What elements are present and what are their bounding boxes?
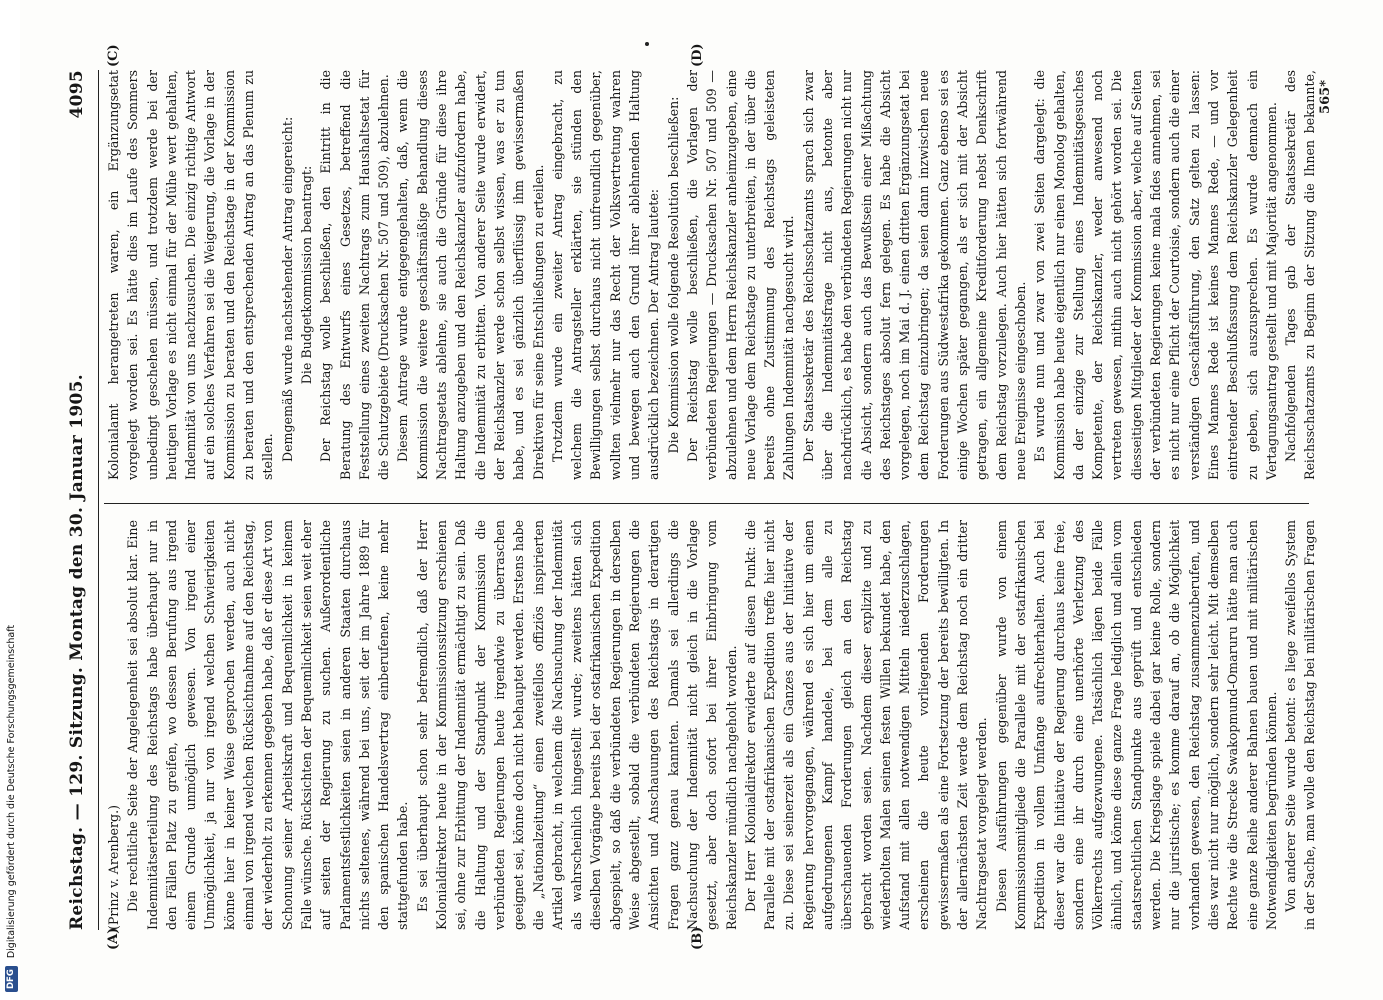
- left-paragraph: Diesen Ausführungen gegenüber wurde von einem Kommissionsmitgliede die Parallele mit der ostafrikanischen Expedition in vollem Umfange aufrechterhalten. Auch bei dieser war die Initiative der Regierung durchaus keine freie, sondern eine ihr durch eine unerhörte Verletzung des Völkerrechts aufgezwungene. Tatsächlich lägen beide Fälle ähnlich, und könne diese ganze Frage lediglich und allein vom staatsrechtlichen Standpunkte aus geprüft und entschieden werden. Die Kriegslage spiele dabei gar keine Rolle, sondern nur die juristische; es komme darauf an, ob die Möglichkeit vorhanden gewesen, den Reichstag zusammenzuberufen, und dies war nicht nur möglich, sondern sehr leicht. Mit demselben Rechte wie die Strecke Swakopmund-Omaruru hätte man auch eine ganze Reihe anderer Bahnen bauen und mit militärischen Notwendigkeiten begründen können.: [993, 520, 1279, 930]
- right-paragraph: Der Reichstag wolle beschließen, den Eintritt in die Beratung des Entwurfs eines Gesetzes, betreffend die Feststellung eines zweiten Nachtrags zum Haushaltsetat für die Schutzgebiete (Drucksachen Nr. 507 und 509), abzulehnen.: [318, 70, 392, 480]
- left-paragraph: Der Herr Kolonialdirektor erwiderte auf diesen Punkt: die Parallele mit der ostafrikanischen Expedition treffe hier nicht zu. Diese sei seinerzeit als ein Ganzes aus der Initiative der Regierung hervorgegangen, während es sich hier um einen aufgedrungenen Kampf handele, bei dem alle zu überschauenden Forderungen gleich an den Reichstag gebracht worden seien. Nachdem dieser explizite und zu wiederholten Malen seinen festen Willen bekundet habe, den Aufstand mit allen notwendigen Mitteln niederzuschlagen, erscheinen die heute vorliegenden Forderungen gewissermaßen als eine Fortsetzung der bereits bewilligten. In der allernächsten Zeit werde dem Reichstag noch ein dritter Nachtragsetat vorgelegt werden.: [742, 520, 990, 930]
- margin-letter-a: (A): [106, 927, 121, 950]
- right-column: [104, 70, 1319, 480]
- right-paragraph: Kolonialamt herangetreten waren, ein Ergänzungsetat vorgelegt worden sei. Es hätte dies im Laufe des Sommers unbedingt geschehen müssen, und trotzdem werde bei der heutigen Vorlage es nicht einmal für der Mühe wert gehalten, Indemnität von uns nachzusuchen. Die einzig richtige Antwort auf ein solches Verfahren sei die Weigerung, die Vorlage in der Kommission zu beraten und den Reichstage in der Kommission zu beraten und den entsprechenden Antrag an das Plenum zu stellen.: [106, 70, 276, 480]
- margin-letter-b: (B): [690, 926, 705, 950]
- digitization-sidebar: [0, 0, 20, 1000]
- left-paragraph: Es sei überhaupt schon sehr befremdlich, daß der Herr Kolonialdirektor heute in der Kommissionssitzung erschienen sei, ohne zur Erbittung der Indemnität ermächtigt zu sein. Daß die Haltung und der Standpunkt der Kommission die verbündeten Regierungen heute irgendwie zu überraschen geeignet sei, könne doch nicht behauptet werden. Erstens habe die „Nationalzeitung“ einen zweifellos offiziös inspirierten Artikel gebracht, in welchem die Nachsuchung der Indemnität als wahrscheinlich hingestellt wurde; zweitens hätten sich dieselben Vorgänge bereits bei der ostafrikanischen Expedition abgespielt, so daß die verbündeten Regierungen in derselben Weise abgestellt, sobald die verbündeten Regierungen die Ansichten und Anschauungen des Reichstags in derartigen Fragen ganz genau kannten. Damals sei allerdings die Nachsuchung der Indemnität nicht gleich in die Vorlage gesetzt, aber doch sofort bei ihrer Einbringung vom Reichskanzler mündlich nachgeholt worden.: [414, 520, 739, 930]
- right-paragraph: Demgemäß wurde nachstehender Antrag eingereicht:: [279, 116, 295, 462]
- margin-letter-d: (D): [690, 43, 705, 67]
- running-head: [60, 70, 94, 930]
- left-column: [104, 520, 1319, 930]
- left-paragraph: Von anderer Seite wurde betont: es liege zweifellos System in der Sache, man wolle den Reichstag bei militärischen Fragen: [1283, 520, 1318, 930]
- running-head-title: Reichstag. — 129. Sitzung. Montag den 30. Januar 1905.: [67, 374, 87, 930]
- margin-letter-c: (C): [106, 44, 121, 67]
- right-paragraph: Diesem Antrage wurde entgegengehalten, daß, wenn die Kommission die weitere geschäftsmäßige Behandlung dieses Nachtragsetats ablehne, sie auch die Gründe für diese ihre Haltung anzugeben und den Reichskanzler aufzufordern habe, die Indemnität zu erbitten. Von anderer Seite wurde erwidert, der Reichskanzler werde schon selbst wissen, was er zu tun habe, und es sei gänzlich überflüssig ihm gewissermaßen Direktiven für seine Entschließungen zu erteilen.: [395, 70, 546, 480]
- speaker-label: (Prinz v. Arenberg.): [106, 804, 121, 930]
- right-heading: Die Kommission wolle folgende Resolution beschließen:: [665, 96, 681, 454]
- header-rule: [98, 70, 99, 930]
- sheet-number: 565*: [1318, 80, 1333, 114]
- left-paragraph: Die rechtliche Seite der Angelegenheit sei absolut klar. Eine Indemnitätserteilung des Reichstags habe überhaupt nur in den Fällen Platz zu greifen, wo dessen Berufung aus irgend einem Grunde unmöglich gewesen. Von irgend einer Unmöglichkeit, ja nur von irgend welchen Schwierigkeiten könne hier in keiner Weise gesprochen werden, auch nicht einmal von irgend welchen Rücksichtnahme auf den Reichstag, der wiederholt zu erkennen gegeben habe, daß er diese Art von Schonung seiner Arbeitskraft und Bequemlichkeit in keinem Falle wünsche. Rücksichten der Bequemlichkeit seien weit eher auf seiten der Regierung zu suchen. Außerordentliche Parlamentsfestlichkeiten seien in anderen Staaten durchaus nichts seltenes, während bei uns, seit der im Jahre 1889 für den spanischen Handelsvertrag einberufenen, keine mehr stattgefunden habe.: [125, 520, 411, 930]
- page-number: 4095: [67, 70, 87, 119]
- right-paragraph: Trotzdem wurde ein zweiter Antrag eingebracht, zu welchem die Antragsteller erklärten, sie stünden den Bewilligungen selbst durchaus nicht unfreundlich gegenüber, wollten vielmehr nur das Recht der Volksvertretung wahren und bewegen auch den Grund ihrer ablehnenden Haltung ausdrücklich bezeichnen. Der Antrag lautete:: [549, 70, 662, 480]
- dfg-logo: DFG: [5, 966, 18, 992]
- right-heading: Die Budgetkommission beantragt:: [298, 165, 314, 385]
- right-paragraph: Nachfolgenden Tages gab der Staatssekretär des Reichsschatzamts zu Beginn der Sitzung die Ihnen bekannte,: [1283, 70, 1318, 480]
- digitization-note-text: Digitalisierung gefördert durch die Deutsche Forschungsgemeinschaft: [5, 624, 17, 959]
- right-paragraph: Der Reichstag wolle beschließen, die Vorlagen der verbündeten Regierungen — Drucksachen Nr. 507 und 509 — abzulehnen und dem Herrn Reichskanzler anheimzugeben, eine neue Vorlage dem Reichstage zu unterbreiten, in der über die bereits ohne Zustimmung des Reichstags geleisteten Zahlungen Indemnität nachgesucht wird.: [684, 70, 797, 480]
- right-paragraph: Der Staatssekretär des Reichsschatzamts sprach sich zwar über die Indemnitätsfrage nicht aus, betonte aber nachdrücklich, es habe den verbündeten Regierungen nicht nur die Absicht, sondern auch das Bewußtsein einer Mißachtung des Reichstages absolut fern gelegen. Es habe die Absicht vorgelegen, noch im Mai d. J. einen dritten Ergänzungsetat bei dem Reichstag einzubringen; da seien dann inzwischen neue Forderungen aus Südwestafrika gekommen. Ganz ebenso sei es einige Wochen später gegangen, als er sich mit der Absicht getragen, ein allgemeine Kreditforderung nebst Denkschrift dem Reichstag vorzulegen. Auch hier hätten sich fortwährend neue Ereignisse eingeschoben.: [800, 70, 1028, 480]
- right-paragraph: Es wurde nun und zwar von zwei Seiten dargelegt: die Kommission habe heute eigentlich nur einen Monolog gehalten, da der einzige zur Stellung eines Indemnitätsgesuches Kompetente, der Reichskanzler, weder anwesend noch vertreten gewesen, mithin auch nicht gehört worden sei. Die diesseitigen Mitglieder der Kommission aber, welche auf Seiten der verbündeten Regierungen keine mala fides annehmen, sei es nicht nur eine Pflicht der Courtoisie, sondern auch die einer verständigen Geschäftsführung, den Satz gelten zu lassen: Eines Mannes Rede ist keines Mannes Rede, — und vor eintretender Beschlußfassung dem Reichskanzler Gelegenheit zu geben, sich auszusprechen. Es wurde demnach ein Vertagungsantrag gestellt und mit Majorität angenommen.: [1032, 70, 1279, 480]
- digitization-note: [1, 0, 21, 992]
- column-divider: [104, 503, 1309, 504]
